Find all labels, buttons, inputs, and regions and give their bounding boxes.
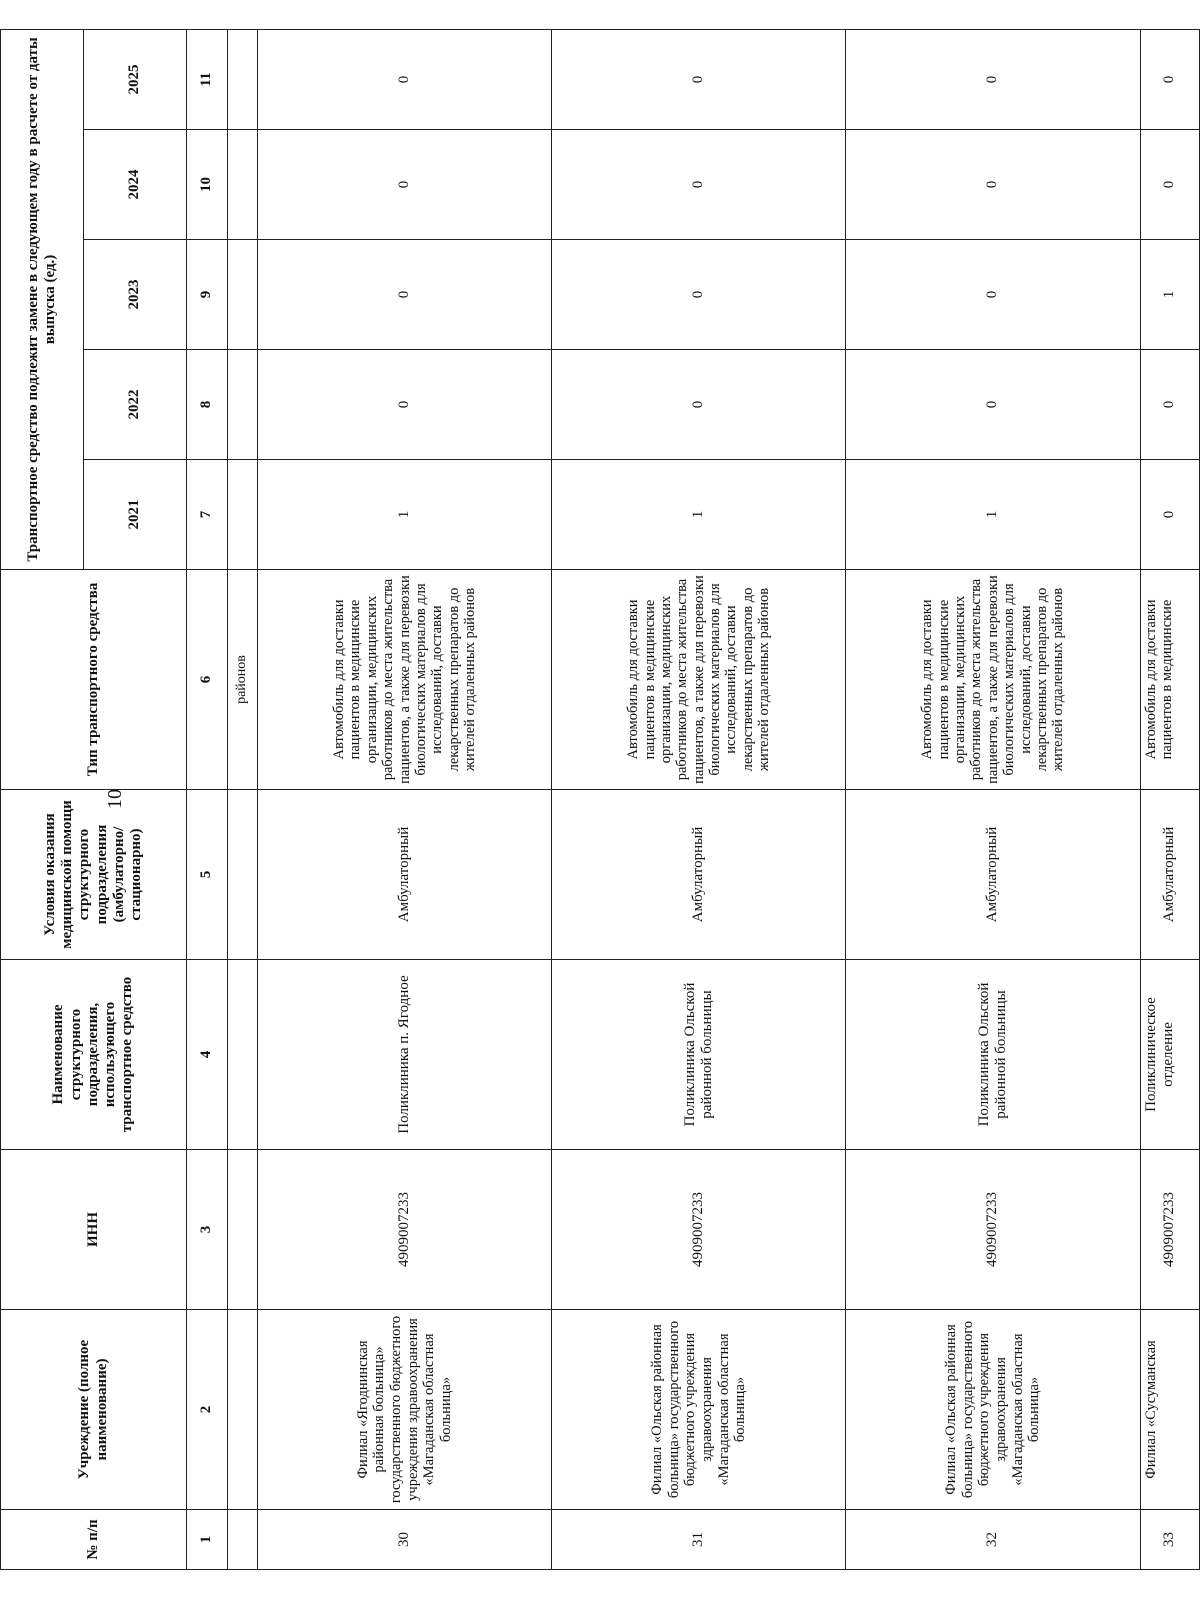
- header-division: Наименование структурного подразделения, использующего транспортное средство: [1, 960, 187, 1150]
- cell-2025: 0: [1140, 29, 1199, 129]
- empty-cell: [227, 29, 257, 129]
- cell-vehicle-type: Автомобиль для доставки пациентов в медицинские организации, медицинских работников до места жительства пациентов, а также для перевозки биологических материалов для исследований, доставки лекарственных препаратов до жителей отдаленных районов: [846, 570, 1140, 790]
- page-number: 10: [104, 789, 126, 809]
- cell-inn: 4909007233: [552, 1150, 846, 1310]
- cell-2025: 0: [846, 29, 1140, 129]
- empty-cell: [227, 1150, 257, 1310]
- table-row: [552, 29, 846, 1569]
- header-row-1: [1, 29, 84, 1569]
- col-num: 11: [187, 29, 228, 129]
- cell-2023: 0: [258, 240, 552, 350]
- cell-conditions: Амбулаторный: [552, 790, 846, 960]
- cell-num: 32: [846, 1510, 1140, 1570]
- cell-num: 33: [1140, 1510, 1199, 1570]
- header-year-2021: 2021: [84, 460, 187, 570]
- cell-2024: 0: [1140, 130, 1199, 240]
- cell-2025: 0: [258, 29, 552, 129]
- cell-conditions: Амбулаторный: [846, 790, 1140, 960]
- header-conditions: Условия оказания медицинской помощи структурного подразделения (амбулаторно/ стационарно): [1, 790, 187, 960]
- cell-institution: Филиал «Ольская районная больница» государственного бюджетного учреждения здравоохранения «Магаданская областная больница»: [846, 1310, 1140, 1510]
- cell-institution: Филиал «Ольская районная больница» государственного бюджетного учреждения здравоохранения «Магаданская областная больница»: [552, 1310, 846, 1510]
- continuation-row: [227, 29, 257, 1569]
- empty-cell: [227, 1310, 257, 1510]
- column-numbers-row: [187, 29, 228, 1569]
- header-year-2024: 2024: [84, 130, 187, 240]
- cell-num: 31: [552, 1510, 846, 1570]
- empty-cell: [227, 460, 257, 570]
- col-num: 6: [187, 570, 228, 790]
- empty-cell: [227, 240, 257, 350]
- table-row: [846, 29, 1140, 1569]
- col-num: 2: [187, 1310, 228, 1510]
- cell-inn: 4909007233: [846, 1150, 1140, 1310]
- col-num: 9: [187, 240, 228, 350]
- cell-2022: 0: [258, 350, 552, 460]
- cell-2021: 1: [552, 460, 846, 570]
- cell-2024: 0: [258, 130, 552, 240]
- header-institution: Учреждение (полное наименование): [1, 1310, 187, 1510]
- cell-2024: 0: [846, 130, 1140, 240]
- header-num: № п/п: [1, 1510, 187, 1570]
- cell-2025: 0: [552, 29, 846, 129]
- col-num: 8: [187, 350, 228, 460]
- col-num: 7: [187, 460, 228, 570]
- empty-cell: [227, 130, 257, 240]
- empty-cell: [227, 790, 257, 960]
- col-num: 3: [187, 1150, 228, 1310]
- cell-division: Поликлиника Ольской районной больницы: [846, 960, 1140, 1150]
- header-vehicle-type: Тип транспортного средства: [1, 570, 187, 790]
- cell-2022: 0: [552, 350, 846, 460]
- cell-2022: 0: [1140, 350, 1199, 460]
- empty-cell: [227, 960, 257, 1150]
- cell-division: Поликлиническое отделение: [1140, 960, 1199, 1150]
- empty-cell: [227, 1510, 257, 1570]
- cell-num: 30: [258, 1510, 552, 1570]
- empty-cell: [227, 350, 257, 460]
- cell-inn: 4909007233: [258, 1150, 552, 1310]
- cell-conditions: Амбулаторный: [1140, 790, 1199, 960]
- header-inn: ИНН: [1, 1150, 187, 1310]
- cell-2023: 0: [552, 240, 846, 350]
- cell-2023: 1: [1140, 240, 1199, 350]
- cell-institution: Филиал «Сусуманская: [1140, 1310, 1199, 1510]
- cell-division: Поликлиника п. Ягодное: [258, 960, 552, 1150]
- continuation-text: районов: [227, 570, 257, 790]
- header-year-2023: 2023: [84, 240, 187, 350]
- cell-2024: 0: [552, 130, 846, 240]
- col-num: 1: [187, 1510, 228, 1570]
- cell-inn: 4909007233: [1140, 1150, 1199, 1310]
- col-num: 5: [187, 790, 228, 960]
- cell-2021: 1: [846, 460, 1140, 570]
- rotated-page: [0, 30, 1200, 1570]
- cell-vehicle-type: Автомобиль для доставки пациентов в медицинские организации, медицинских работников до места жительства пациентов, а также для перевозки биологических материалов для исследований, доставки лекарственных препаратов до жителей отдаленных районов: [552, 570, 846, 790]
- cell-2023: 0: [846, 240, 1140, 350]
- cell-2022: 0: [846, 350, 1140, 460]
- cell-vehicle-type: Автомобиль для доставки пациентов в медицинские: [1140, 570, 1199, 790]
- cell-2021: 0: [1140, 460, 1199, 570]
- cell-division: Поликлиника Ольской районной больницы: [552, 960, 846, 1150]
- table-row: [1140, 29, 1199, 1569]
- cell-conditions: Амбулаторный: [258, 790, 552, 960]
- cell-vehicle-type: Автомобиль для доставки пациентов в медицинские организации, медицинских работников до места жительства пациентов, а также для перевозки биологических материалов для исследований, доставки лекарственных препаратов до жителей отдаленных районов: [258, 570, 552, 790]
- header-year-2022: 2022: [84, 350, 187, 460]
- col-num: 4: [187, 960, 228, 1150]
- cell-2021: 1: [258, 460, 552, 570]
- col-num: 10: [187, 130, 228, 240]
- header-year-2025: 2025: [84, 29, 187, 129]
- header-replacement-group: Транспортное средство подлежит замене в следующем году в расчете от даты выпуска (ед.): [1, 29, 84, 569]
- vehicle-replacement-table: [0, 29, 1200, 1570]
- table-row: [258, 29, 552, 1569]
- cell-institution: Филиал «Ягоднинская районная больница» государственного бюджетного учреждения здравоохранения «Магаданская областная больница»: [258, 1310, 552, 1510]
